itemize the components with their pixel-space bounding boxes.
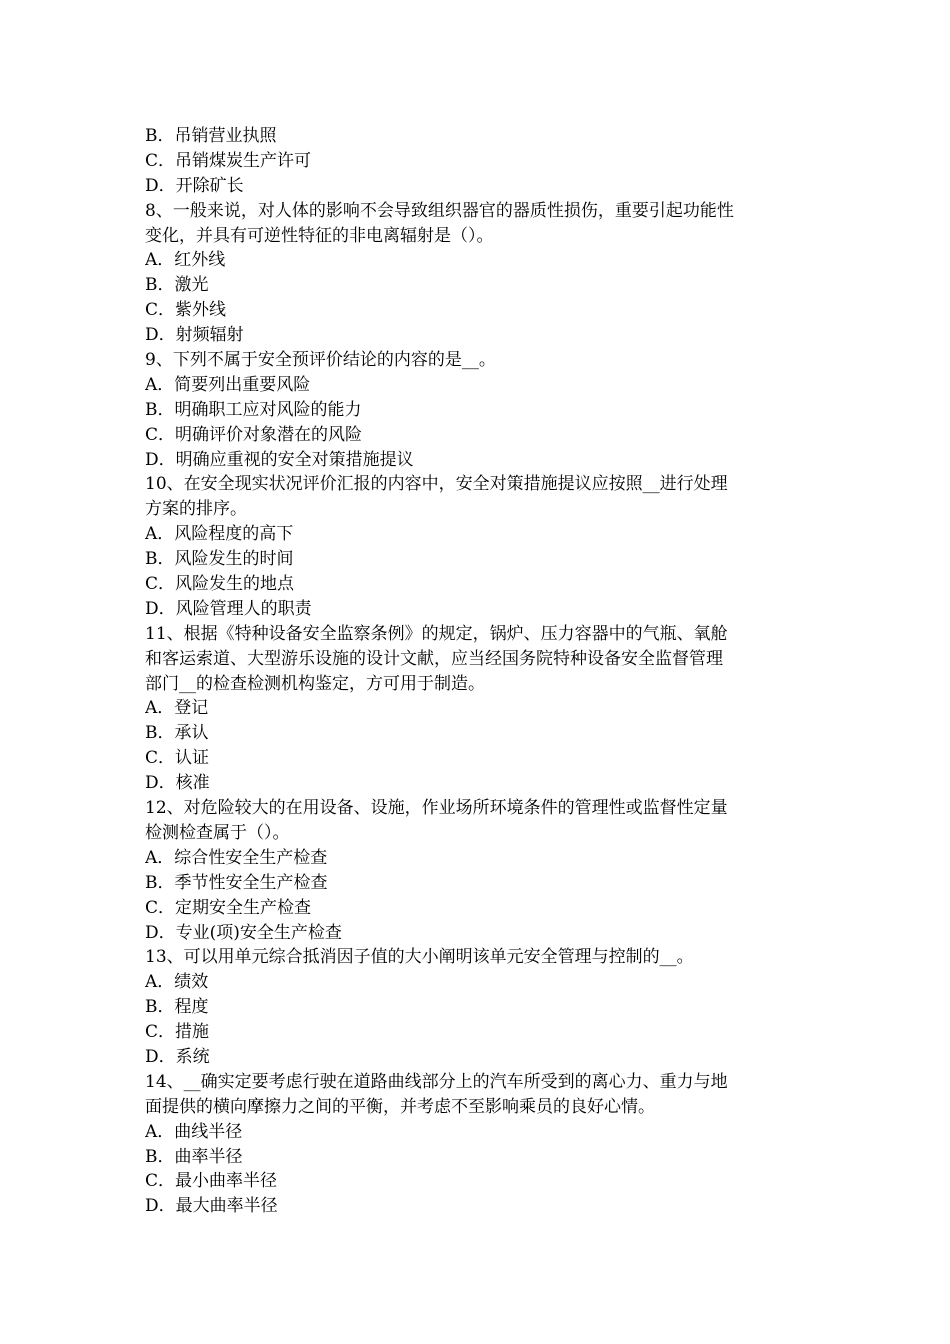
option-line: D．射频辐射	[145, 325, 244, 346]
option-line: D．专业(项)安全生产检查	[145, 922, 342, 943]
option-line: C．明确评价对象潜在的风险	[145, 424, 363, 445]
option-line: C．定期安全生产检查	[145, 897, 312, 918]
question-line: 14、__确实定要考虑行驶在道路曲线部分上的汽车所受到的离心力、重力与地	[145, 1071, 728, 1092]
option-line: D．明确应重视的安全对策措施提议	[145, 449, 414, 470]
option-line: B．风险发生的时间	[145, 549, 294, 570]
option-line: C．紫外线	[145, 300, 227, 321]
option-line: B．季节性安全生产检查	[145, 872, 328, 893]
option-line: C．认证	[145, 748, 210, 769]
option-line: D．核准	[145, 773, 210, 794]
question-line: 和客运索道、大型游乐设施的设计文献，应当经国务院特种设备安全监督管理	[145, 648, 723, 669]
question-line: 9、下列不属于安全预评价结论的内容的是__。	[145, 350, 496, 371]
question-line: 方案的排序。	[145, 499, 247, 520]
option-line: C．吊销煤炭生产许可	[145, 150, 312, 171]
question-line: 12、对危险较大的在用设备、设施，作业场所环境条件的管理性或监督性定量	[145, 798, 728, 819]
option-line: B．程度	[145, 997, 209, 1018]
option-line: C．措施	[145, 1022, 210, 1043]
option-line: A．登记	[145, 698, 209, 719]
option-line: B．曲率半径	[145, 1146, 243, 1167]
option-line: C．最小曲率半径	[145, 1171, 278, 1192]
question-line: 13、可以用单元综合抵消因子值的大小阐明该单元安全管理与控制的__。	[145, 947, 694, 968]
option-line: A．红外线	[145, 250, 226, 271]
question-line: 变化，并具有可逆性特征的非电离辐射是（）。	[145, 225, 494, 246]
document-page	[145, 124, 810, 1219]
option-line: A．简要列出重要风险	[145, 374, 311, 395]
option-line: A．曲线半径	[145, 1121, 243, 1142]
option-line: A．绩效	[145, 972, 209, 993]
question-line: 部门__的检查检测机构鉴定，方可用于制造。	[145, 673, 485, 694]
option-line: B．明确职工应对风险的能力	[145, 399, 362, 420]
question-line: 10、在安全现实状况评价汇报的内容中，安全对策措施提议应按照__进行处理	[145, 474, 728, 495]
question-line: 8、一般来说，对人体的影响不会导致组织器官的器质性损伤，重要引起功能性	[145, 200, 734, 221]
question-line: 11、根据《特种设备安全监察条例》的规定，锅炉、压力容器中的气瓶、氧舱	[145, 623, 728, 644]
option-line: A．风险程度的高下	[145, 524, 294, 545]
option-line: D．风险管理人的职责	[145, 598, 312, 619]
option-line: A．综合性安全生产检查	[145, 847, 328, 868]
question-line: 检测检查属于（）。	[145, 822, 290, 843]
option-line: D．开除矿长	[145, 175, 244, 196]
question-line: 面提供的横向摩擦力之间的平衡，并考虑不至影响乘员的良好心情。	[145, 1096, 655, 1117]
option-line: D．最大曲率半径	[145, 1196, 278, 1217]
option-line: B．激光	[145, 275, 209, 296]
option-line: B．承认	[145, 723, 209, 744]
option-line: B．吊销营业执照	[145, 126, 277, 146]
option-line: C．风险发生的地点	[145, 574, 295, 595]
option-line: D．系统	[145, 1046, 210, 1067]
